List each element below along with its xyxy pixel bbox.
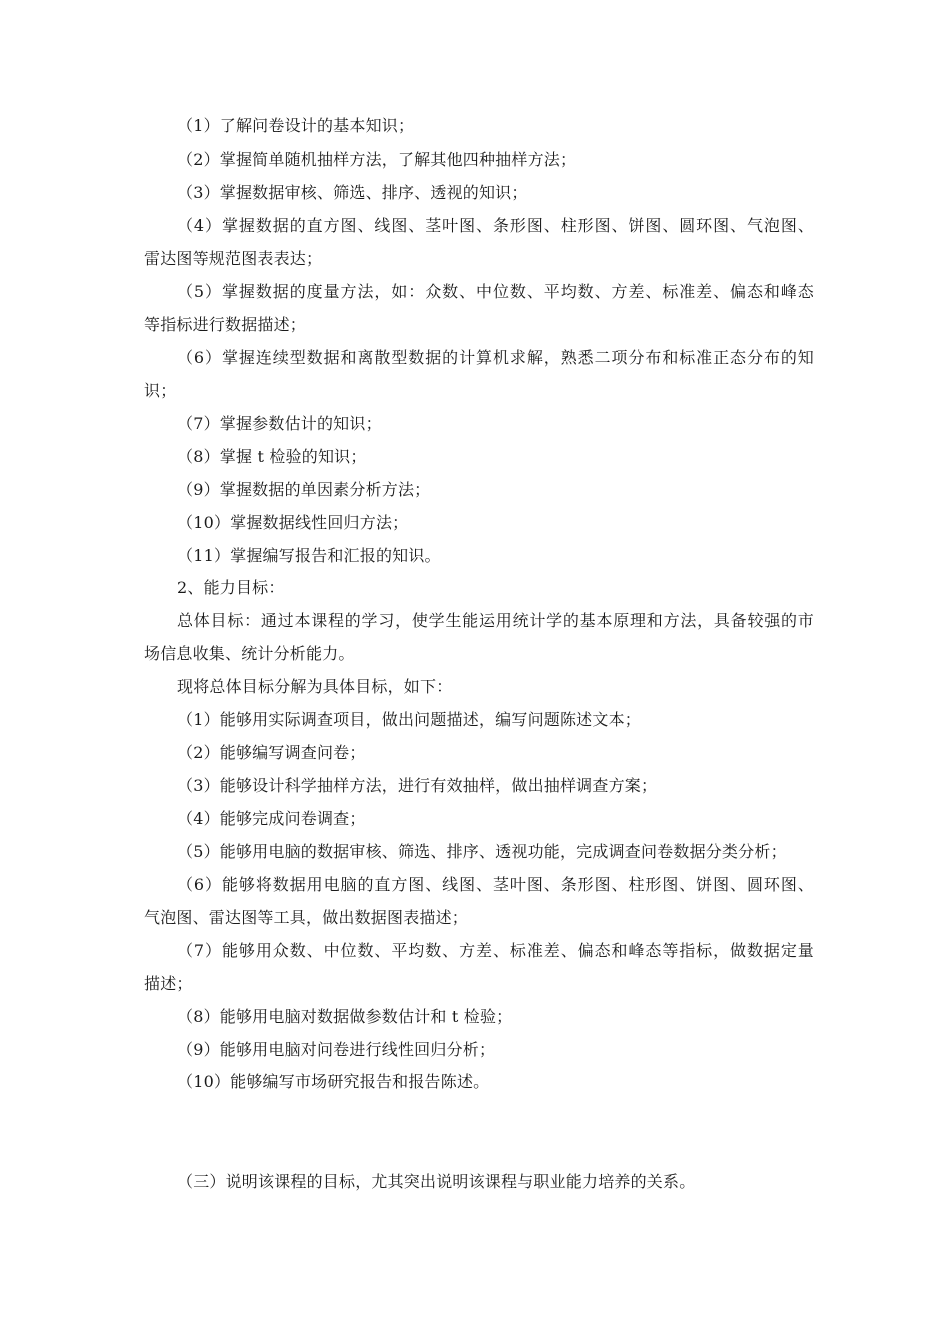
knowledge-item-4-cont: 雷达图等规范图表表达； [144,249,323,268]
knowledge-item-6-cont: 识； [144,381,177,400]
ability-overall-line-1: 总体目标：通过本课程的学习，使学生能运用统计学的基本原理和方法，具备较强的市 [177,611,814,630]
ability-item-7: （7）能够用众数、中位数、平均数、方差、标准差、偏态和峰态等指标，做数据定量 [177,941,814,960]
ability-item-7-cont: 描述； [144,974,193,993]
knowledge-item-6: （6）掌握连续型数据和离散型数据的计算机求解，熟悉二项分布和标准正态分布的知 [177,348,814,367]
knowledge-item-10: （10）掌握数据线性回归方法； [177,513,409,532]
knowledge-item-7: （7）掌握参数估计的知识； [177,414,382,433]
knowledge-item-1: （1）了解问卷设计的基本知识； [177,116,415,135]
ability-item-1: （1）能够用实际调查项目，做出问题描述，编写问题陈述文本； [177,710,641,729]
ability-item-5: （5）能够用电脑的数据审核、筛选、排序、透视功能，完成调查问卷数据分类分析； [177,842,787,861]
ability-item-8: （8）能够用电脑对数据做参数估计和 t 检验； [177,1007,513,1026]
knowledge-item-5-cont: 等指标进行数据描述； [144,315,307,334]
ability-item-3: （3）能够设计科学抽样方法，进行有效抽样，做出抽样调查方案； [177,776,658,795]
knowledge-item-8: （8）掌握 t 检验的知识； [177,447,367,466]
section-three-heading: （三）说明该课程的目标，尤其突出说明该课程与职业能力培养的关系。 [177,1172,696,1191]
ability-item-4: （4）能够完成问卷调查； [177,809,366,828]
ability-intro: 现将总体目标分解为具体目标，如下： [177,677,453,696]
ability-item-10: （10）能够编写市场研究报告和报告陈述。 [177,1072,490,1091]
knowledge-item-5: （5）掌握数据的度量方法，如：众数、中位数、平均数、方差、标准差、偏态和峰态 [177,282,814,301]
knowledge-item-3: （3）掌握数据审核、筛选、排序、透视的知识； [177,183,528,202]
ability-item-6-cont: 气泡图、雷达图等工具，做出数据图表描述； [144,908,469,927]
ability-item-6: （6）能够将数据用电脑的直方图、线图、茎叶图、条形图、柱形图、饼图、圆环图、 [177,875,814,894]
ability-heading: 2、能力目标： [177,578,285,597]
ability-item-9: （9）能够用电脑对问卷进行线性回归分析； [177,1040,496,1059]
knowledge-item-9: （9）掌握数据的单因素分析方法； [177,480,431,499]
ability-overall-line-2: 场信息收集、统计分析能力。 [144,644,355,663]
knowledge-item-4: （4）掌握数据的直方图、线图、茎叶图、条形图、柱形图、饼图、圆环图、气泡图、 [177,216,814,235]
knowledge-item-11: （11）掌握编写报告和汇报的知识。 [177,546,441,565]
ability-item-2: （2）能够编写调查问卷； [177,743,366,762]
knowledge-item-2: （2）掌握简单随机抽样方法，了解其他四种抽样方法； [177,150,577,169]
